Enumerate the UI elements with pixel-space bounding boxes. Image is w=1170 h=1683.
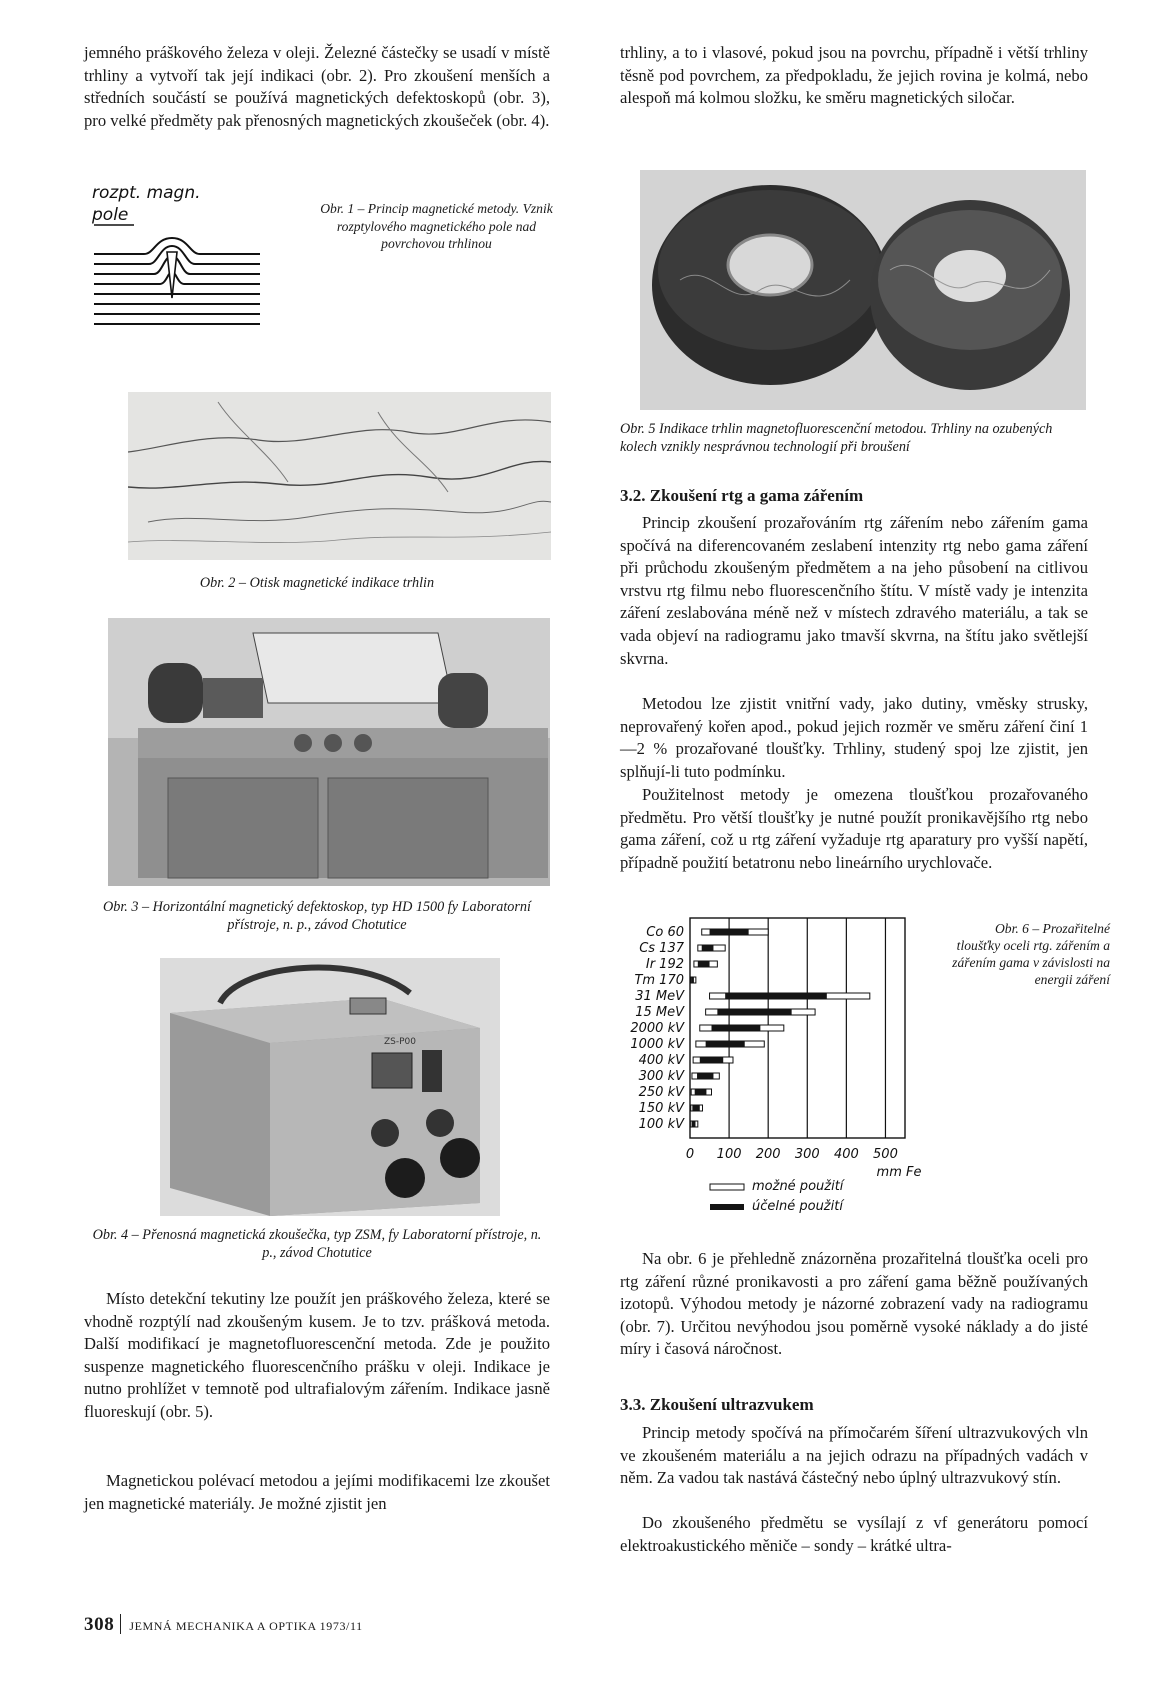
- left-intro-paragraph: jemného práškového železa v oleji. Železné částečky se usadí v místě trhliny a vytvoří tak její indikaci (obr. 2). Pro zkoušení menších a středních součástí se používá magnetických defektoskopů (obr. 3), pro velké předměty pak přenosných magnetických zkoušeček (obr. 4).: [84, 43, 550, 130]
- category-label: 150 kV: [638, 1101, 684, 1116]
- x-tick-label: 500: [873, 1147, 898, 1162]
- journal-name: JEMNÁ MECHANIKA A OPTIKA 1973/11: [129, 1619, 363, 1633]
- bar-effective-use: [717, 1009, 791, 1015]
- category-label: 100 kV: [638, 1117, 684, 1132]
- bar-effective-use: [698, 961, 710, 967]
- figure-4-panel-label: ZS-P00: [384, 1037, 417, 1047]
- section-3-2-paragraph-1: Princip zkoušení prozařováním rtg zářením nebo zářením gama spočívá na diferencovaném zeslabení intenzity rtg nebo gama záření při průchodu zkoušeným předmětem a na jeho působení na citlivou vrstvu rtg filmu nebo fluorescenčního štítu. V místě vady je intenzita záření zeslabována méně než v místech zdravého materiálu, a tak se vada objeví na radiogramu jako tmavší skvrna, na štítu jako světlejší skvrna.: [620, 513, 1088, 668]
- figure-6-caption: Obr. 6 – Prozařitelné tloušťky oceli rtg. zářením a zářením gama v závislosti na energii záření: [952, 921, 1110, 987]
- category-label: Tm 170: [634, 973, 684, 988]
- figure-1-caption: Obr. 1 – Princip magnetické metody. Vznik rozptylového magnetického pole nad povrchovou trhlinou: [320, 201, 553, 251]
- category-label: Cs 137: [639, 941, 684, 956]
- figure-3-caption: Obr. 3 – Horizontální magnetický defektoskop, typ HD 1500 fy Laboratorní přístroje, n. p., závod Chotutice: [103, 899, 531, 933]
- left-paragraph-1: Místo detekční tekutiny lze použít jen práškového železa, které se vhodně rozptýlí nad zkoušeným kusem. Je to tzv. prášková metoda. Další modifikací je magnetofluorescenční metoda. Zde je použito suspenze magnetického fluorescenčního prášku v oleji. Indikace je nutno prohlížet v temnotě pod ultrafialovým zářením. Indikace jasně fluoreskují (obr. 5).: [84, 1289, 550, 1421]
- x-tick-label: 300: [794, 1147, 820, 1162]
- bar-effective-use: [700, 1057, 723, 1063]
- category-label: Ir 192: [645, 957, 684, 972]
- figure-5-caption: Obr. 5 Indikace trhlin magnetofluorescenční metodou. Trhliny na ozubených kolech vznikly nesprávnou technologií při broušení: [620, 421, 1053, 455]
- figure-1-label-line2: pole: [92, 205, 129, 225]
- left-paragraph-2: Magnetickou polévací metodou a jejími modifikacemi lze zkoušet jen magnetické materiály. Je možné zjistit jen: [84, 1471, 550, 1513]
- bar-effective-use: [706, 1041, 745, 1047]
- figure-4-caption: Obr. 4 – Přenosná magnetická zkoušečka, typ ZSM, fy Laboratorní přístroje, n. p., závod Chotutice: [92, 1227, 542, 1261]
- bar-effective-use: [712, 1025, 761, 1031]
- bar-effective-use: [695, 1089, 707, 1095]
- figure-5-gear-crack-indication: [640, 170, 1086, 410]
- figure-2-crack-imprint: [128, 392, 551, 560]
- figure-2-caption: Obr. 2 – Otisk magnetické indikace trhlin: [199, 575, 435, 591]
- category-label: Co 60: [646, 925, 684, 940]
- category-label: 31 MeV: [635, 989, 684, 1004]
- figure-1-diagram: [84, 180, 284, 340]
- section-3-2-paragraph-2: Metodou lze zjistit vnitřní vady, jako dutiny, vměsky strusky, neprovařený kořen apod., pokud jejich rozměr ve směru záření činí 1—2 % prozařované tloušťky. Trhliny, studený spoj lze zjistit, jen splňují-li tuto podmínku.: [620, 694, 1088, 781]
- x-tick-label: 100: [716, 1147, 742, 1162]
- bar-effective-use: [691, 977, 694, 983]
- section-3-2-paragraph-4: Na obr. 6 je přehledně znázorněna prozařitelná tloušťka oceli pro rtg záření různé pronikavosti a pro záření gama běžně používaných izotopů. Výhodou metody je názorné zobrazení vady na radiogramu (obr. 7). Určitou nevýhodou jsou poměrně vysoké náklady a do jisté míry i časová náročnost.: [620, 1249, 1088, 1359]
- category-label: 1000 kV: [630, 1037, 684, 1052]
- category-label: 300 kV: [638, 1069, 684, 1084]
- category-label: 250 kV: [638, 1085, 684, 1100]
- bar-effective-use: [702, 945, 714, 951]
- figure-1-label-line1: rozpt. magn.: [92, 183, 201, 203]
- figure-6-chart: [620, 912, 950, 1232]
- x-tick-label: 200: [755, 1147, 781, 1162]
- legend-label-effective: účelné použití: [752, 1199, 843, 1214]
- figure-4-portable-tester: [160, 958, 500, 1216]
- x-tick-label: 400: [833, 1147, 859, 1162]
- right-intro-paragraph: trhliny, a to i vlasové, pokud jsou na povrchu, případně i větší trhliny těsně pod povrchem, za předpokladu, že jejich rovina je kolmá, nebo alespoň má kolmou složku, ke směru magnetických siločar.: [620, 43, 1088, 108]
- section-3-2-heading: 3.2. Zkoušení rtg a gama zářením: [620, 486, 864, 505]
- bar-effective-use: [725, 993, 827, 999]
- section-3-3-paragraph-2: Do zkoušeného předmětu se vysílají z vf generátoru pomocí elektroakustického měniče – sondy – krátké ultra-: [620, 1513, 1088, 1555]
- bar-effective-use: [710, 929, 749, 935]
- bar-effective-use: [692, 1105, 699, 1111]
- page-footer: [84, 1614, 584, 1636]
- page-number: 308: [84, 1614, 115, 1635]
- legend-swatch-possible: [710, 1184, 744, 1190]
- x-axis-label: mm Fe: [876, 1165, 922, 1180]
- category-label: 15 MeV: [635, 1005, 684, 1020]
- figure-3-magnetic-flaw-detector: [108, 618, 550, 886]
- category-label: 2000 kV: [630, 1021, 684, 1036]
- category-label: 400 kV: [638, 1053, 684, 1068]
- bar-effective-use: [697, 1073, 713, 1079]
- section-3-2-paragraph-3: Použitelnost metody je omezena tloušťkou prozařovaného předmětu. Pro větší tloušťky je nutné použít pronikavějšího rtg nebo gama záření, což u rtg záření vyžaduje rtg aparatury pro vyšší napětí, případně použití betatronu nebo lineárního urychlovače.: [620, 785, 1088, 872]
- legend-label-possible: možné použití: [752, 1179, 844, 1194]
- section-3-3-heading: 3.3. Zkoušení ultrazvukem: [620, 1395, 814, 1414]
- x-tick-label: 0: [685, 1147, 695, 1162]
- bar-effective-use: [692, 1121, 696, 1127]
- section-3-3-paragraph-1: Princip metody spočívá na přímočarém šíření ultrazvukových vln ve zkoušeném materiálu a na jejich odrazu na případných vadách v něm. Za vadou tak nastává částečný nebo úplný ultrazvukový stín.: [620, 1423, 1088, 1488]
- legend-swatch-effective: [710, 1204, 744, 1210]
